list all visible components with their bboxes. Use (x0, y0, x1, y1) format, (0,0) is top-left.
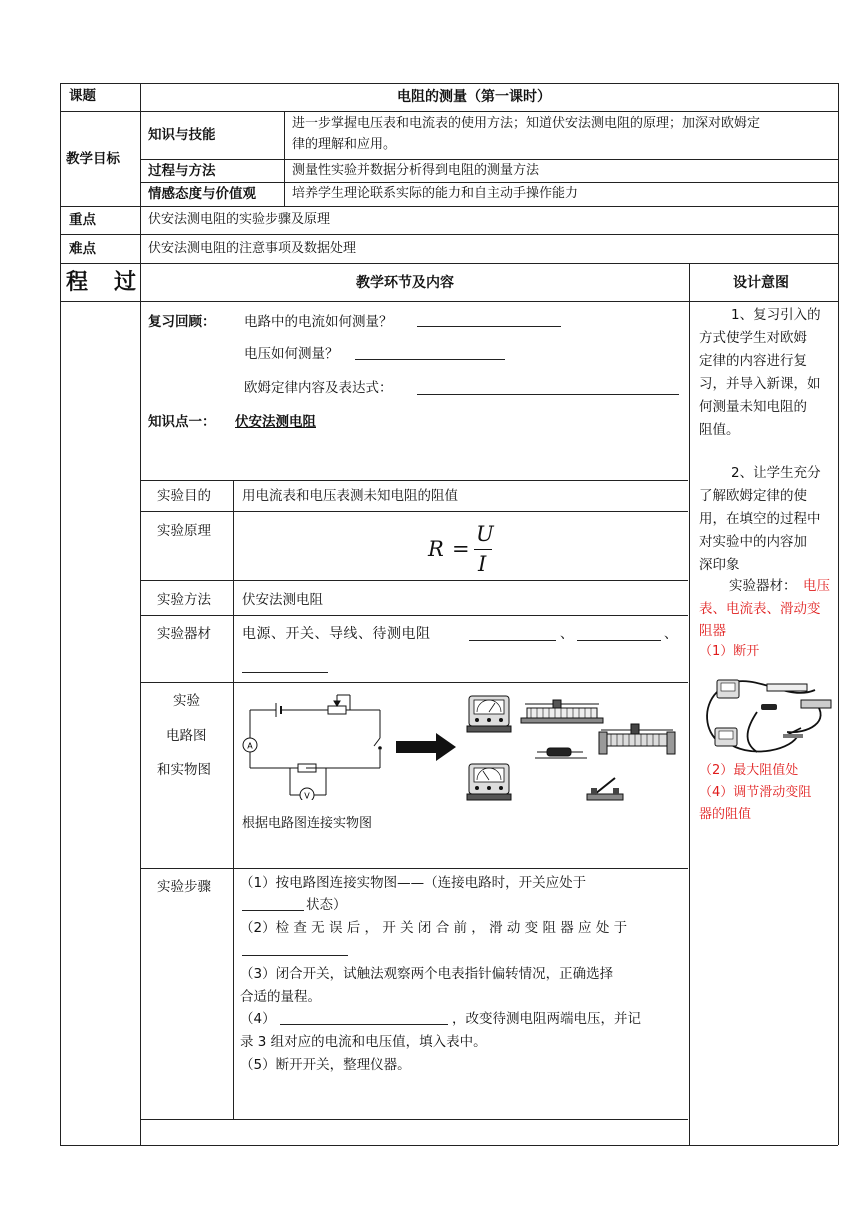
step2-a: （2）检 查 无 误 后 ， 开 关 闭 合 前 ， 滑 动 变 阻 器 应 处 于 (240, 920, 628, 936)
materials-blank-3[interactable] (242, 658, 328, 673)
step1-a: （1）按电路图连接实物图——（连接电路时，开关应处于 (240, 875, 587, 891)
materials-sep-1: 、 (560, 626, 574, 642)
intent-header: 设计意图 (733, 275, 789, 291)
topic-title: 电阻的测量（第一课时） (397, 89, 551, 105)
voltmeter-symbol: V (304, 791, 310, 800)
step5: （5）断开开关，整理仪器。 (240, 1057, 411, 1073)
ammeter-device-icon (467, 696, 511, 732)
step2-blank[interactable] (242, 941, 348, 956)
slide-rheostat-large-icon (599, 724, 675, 754)
wired-circuit-image (697, 672, 837, 758)
diagram-caption: 根据电路图连接实物图 (242, 816, 373, 831)
intent-p1-l1: 1、复习引入的 (731, 307, 821, 323)
diagram-label-1: 实验 (173, 693, 200, 709)
review-q3: 欧姆定律内容及表达式： (244, 380, 393, 396)
materials-blank-1[interactable] (469, 626, 556, 641)
ammeter-symbol: A (247, 741, 253, 751)
circuit-diagram (240, 690, 390, 800)
intent-answer-1: （1）断开 (699, 644, 760, 659)
rheostat-device-icon (521, 700, 603, 723)
resistor-device-icon (535, 748, 587, 758)
review-q2-blank[interactable] (355, 345, 505, 360)
formula-numerator: U (476, 522, 494, 546)
voltmeter-device-icon (467, 764, 511, 800)
right-arrow-icon (396, 732, 458, 762)
goals-label: 教学目标 (66, 151, 120, 167)
switch-device-icon (587, 778, 623, 800)
intent-answer-4-l1: （4）调节滑动变阻 (699, 785, 812, 800)
intent-answer-4-l2: 器的阻值 (699, 807, 752, 822)
diagram-label-2: 电路图 (166, 728, 207, 744)
review-q1-blank[interactable] (417, 312, 561, 327)
goal-process-text: 测量性实验并数据分析得到电阻的测量方法 (292, 163, 540, 178)
materials-text: 电源、开关、导线、待测电阻 (242, 626, 431, 642)
step1-blank[interactable] (242, 896, 304, 911)
difficulty-text: 伏安法测电阻的注意事项及数据处理 (148, 241, 357, 256)
intent-p1-l6: 阻值。 (699, 422, 740, 438)
goal-attitude-text: 培养学生理论联系实际的能力和自主动手操作能力 (292, 186, 579, 201)
intent-p1-l5: 何测量未知电阻的 (699, 399, 807, 415)
key-label: 重点 (69, 212, 96, 228)
materials-blank-2[interactable] (577, 626, 661, 641)
knowledge-point-label: 知识点一： (148, 414, 216, 430)
intent-p2-l4: 对实验中的内容加 (699, 534, 807, 550)
materials-sep-2: 、 (664, 626, 678, 642)
key-text: 伏安法测电阻的实验步骤及原理 (148, 212, 331, 227)
purpose-text: 用电流表和电压表测未知电阻的阻值 (242, 488, 458, 504)
apparatus-drawing (465, 690, 680, 808)
intent-materials-answer-2: 表、电流表、滑动变 (699, 601, 821, 617)
review-q2: 电压如何测量？ (244, 346, 339, 362)
method-text: 伏安法测电阻 (242, 592, 323, 608)
formula-denominator: I (478, 552, 487, 576)
ohms-law-formula (428, 522, 508, 576)
step1-b: 状态） (306, 897, 347, 913)
purpose-label: 实验目的 (157, 488, 211, 504)
step4-a: （4） (240, 1011, 276, 1027)
goal-attitude-label: 情感态度与价值观 (148, 186, 256, 202)
formula-equals: = (452, 537, 470, 561)
process-label-char2: 过 (114, 270, 137, 295)
intent-p2-l1: 2、让学生充分 (731, 465, 821, 481)
review-label: 复习回顾： (148, 314, 216, 330)
diagram-label-3: 和实物图 (157, 762, 211, 778)
review-q1: 电路中的电流如何测量？ (244, 314, 393, 330)
step4-blank[interactable] (280, 1010, 448, 1025)
goal-knowledge-text-2: 律的理解和应用。 (292, 137, 397, 152)
review-q3-blank[interactable] (417, 380, 679, 395)
intent-p2-l3: 用，在填空的过程中 (699, 511, 821, 527)
content-header: 教学环节及内容 (356, 275, 454, 291)
goal-knowledge-text-1: 进一步掌握电压表和电流表的使用方法；知道伏安法测电阻的原理；加深对欧姆定 (292, 116, 761, 131)
intent-p1-l3: 定律的内容进行复 (699, 353, 807, 369)
goal-process-label: 过程与方法 (148, 163, 216, 179)
topic-label: 课题 (69, 88, 96, 104)
knowledge-point-title: 伏安法测电阻 (235, 414, 316, 430)
intent-p2-l5: 深印象 (699, 557, 740, 573)
step3-a: （3）闭合开关，试触法观察两个电表指针偏转情况，正确选择 (240, 966, 614, 982)
steps-label: 实验步骤 (157, 879, 211, 895)
goal-knowledge-label: 知识与技能 (148, 127, 216, 143)
method-label: 实验方法 (157, 592, 211, 608)
intent-materials-answer-3: 阻器 (699, 623, 726, 639)
intent-materials-label: 实验器材： (729, 578, 797, 594)
step4-b: ，改变待测电阻两端电压，并记 (452, 1011, 641, 1027)
formula-fraction-bar (474, 549, 492, 550)
intent-p1-l2: 方式使学生对欧姆 (699, 330, 807, 346)
process-label-char1: 程 (66, 270, 89, 295)
step4-c: 录 3 组对应的电流和电压值，填入表中。 (240, 1034, 487, 1050)
intent-materials-answer-1: 电压 (803, 578, 830, 594)
materials-label: 实验器材 (157, 626, 211, 642)
intent-answer-2: （2）最大阻值处 (699, 763, 799, 778)
intent-p2-l2: 了解欧姆定律的使 (699, 488, 807, 504)
formula-r: R (428, 537, 444, 561)
intent-p1-l4: 习，并导入新课，如 (699, 376, 821, 392)
step3-b: 合适的量程。 (240, 989, 321, 1005)
principle-label: 实验原理 (157, 523, 211, 539)
difficulty-label: 难点 (69, 241, 96, 257)
